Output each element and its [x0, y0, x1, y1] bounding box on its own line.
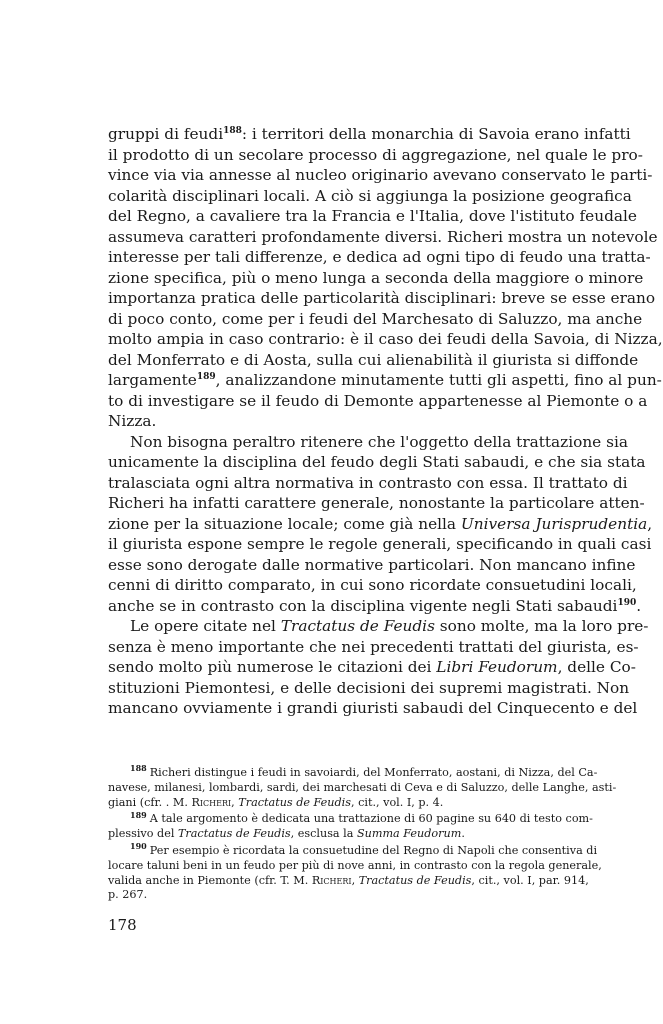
text-line: [108, 616, 649, 637]
text-run: p. 267.: [108, 888, 148, 902]
text-run: mancano ovviamente i grandi giuristi sabaudi del Cinquecento e del: [108, 699, 638, 717]
text-line: [108, 227, 658, 248]
footnote-line: [108, 841, 598, 859]
text-run: molto ampia in caso contrario: è il caso dei feudi della Savoia, di Nizza,: [108, 330, 663, 348]
text-line: [108, 432, 628, 453]
text-run: sendo molto più numerose le citazioni dei: [108, 658, 437, 676]
footnote-line: [108, 873, 589, 889]
text-run: navese, milanesi, lombardi, sardi, dei marchesati di Ceva e di Saluzzo, delle Langhe, asti-: [108, 780, 617, 794]
text-run: , cit., vol. I, p. 4.: [351, 795, 444, 809]
text-line: [108, 575, 637, 596]
footnote-line: [108, 780, 617, 796]
text-run: valida anche in Piemonte (cfr. T. M.: [108, 873, 312, 887]
text-line: [108, 145, 643, 166]
text-line: [108, 678, 630, 699]
text-run: Le opere citate nel: [130, 617, 281, 635]
text-run: il prodotto di un secolare processo di aggregazione, nel quale le pro-: [108, 145, 643, 164]
text-line: [108, 309, 643, 330]
text-run: largamente: [108, 371, 197, 389]
text-run: locare taluni beni in un feudo per più di nove anni, in contrasto con la regola generale,: [108, 858, 602, 872]
footnote-line: [108, 827, 582, 842]
text-run: cenni di diritto comparato, in cui sono ricordate consuetudini locali,: [108, 576, 637, 594]
text-line: [108, 657, 636, 678]
footnote-ref: 189: [196, 371, 216, 382]
footnote-number: 188: [130, 763, 147, 774]
text-run: stituzioni Piemontesi, e delle decisioni dei supremi magistrati. Non: [108, 678, 630, 697]
text-run: plessivo del: [108, 827, 178, 841]
footnote-ref: 190: [617, 597, 637, 608]
text-line: [108, 555, 636, 576]
text-run: assumeva caratteri profondamente diversi. Richeri mostra un notevole: [108, 227, 658, 246]
italic-title: Tractatus de Feudis: [238, 795, 351, 809]
paragraph: [108, 432, 653, 617]
text-run: il giurista espone sempre le regole generali, specificando in quali casi: [108, 535, 652, 553]
text-line: [108, 329, 663, 350]
text-run: Richeri distingue i feudi in savoiardi, del Monferrato, aostani, di Nizza, del Ca-: [149, 766, 598, 779]
text-line: [108, 596, 642, 617]
text-line: [108, 186, 632, 207]
text-run: .: [636, 596, 642, 615]
page-number: 178: [108, 916, 137, 934]
text-line: [108, 206, 637, 227]
text-line: [108, 268, 644, 289]
text-run: anche se in contrasto con la disciplina vigente negli Stati sabaudi: [108, 596, 618, 615]
text-run: unicamente la disciplina del feudo degli Stati sabaudi, e che sia stata: [108, 453, 646, 471]
text-run: , delle Co-: [557, 658, 636, 676]
text-line: [108, 124, 631, 145]
italic-title: Libri Feudorum: [436, 658, 558, 676]
footnote: [108, 809, 593, 842]
footnote-line: [108, 858, 602, 874]
footnote-line: [108, 809, 593, 827]
text-run: del Monferrato e di Aosta, sulla cui alienabilità il giurista si diffonde: [108, 350, 639, 369]
text-line: [108, 391, 648, 412]
text-run: Richeri ha infatti carattere generale, nonostante la particolare atten-: [108, 494, 645, 512]
text-run: di poco conto, come per i feudi del Marchesato di Saluzzo, ma anche: [108, 309, 643, 328]
text-line: [108, 534, 652, 555]
paragraph: [108, 124, 663, 432]
italic-title: Tractatus de Feudis: [177, 827, 291, 841]
italic-title: Summa Feudorum: [356, 827, 462, 841]
text-run: ,: [231, 795, 239, 809]
text-line: [108, 698, 638, 719]
text-line: [108, 473, 628, 494]
text-run: , esclusa la: [290, 827, 357, 841]
footnote-line: [108, 763, 598, 781]
paragraph: [108, 616, 649, 719]
text-line: [108, 165, 653, 186]
text-run: gruppi di feudi: [108, 125, 224, 143]
text-run: sono molte, ma la loro pre-: [434, 617, 649, 635]
text-line: [108, 247, 651, 268]
text-run: zione per la situazione locale; come già nella: [108, 514, 461, 533]
text-run: : i territori della monarchia di Savoia erano infatti: [241, 125, 631, 143]
text-run: colarità disciplinari locali. A ciò si aggiunga la posizione geografica: [108, 186, 632, 205]
text-run: , cit., vol. I, par. 914,: [471, 873, 589, 887]
text-run: del Regno, a cavaliere tra la Francia e l'Italia, dove l'istituto feudale: [108, 207, 637, 225]
text-line: [108, 288, 656, 309]
footnote-line: [108, 888, 582, 903]
body-text: [108, 124, 663, 719]
text-run: tralasciata ogni altra normativa in contrasto con essa. Il trattato di: [108, 473, 628, 492]
italic-title: Tractatus de Feudis: [358, 873, 472, 887]
text-line: [108, 350, 639, 371]
text-run: Nizza.: [108, 412, 157, 430]
footnotes: [108, 763, 617, 905]
text-line: [108, 370, 662, 391]
footnote-line: [108, 796, 582, 811]
footnote-number: 190: [130, 841, 147, 852]
text-run: ,: [647, 514, 653, 533]
text-line: [108, 411, 582, 432]
footnote-number: 189: [130, 809, 147, 820]
text-run: Per esempio è ricordata la consuetudine del Regno di Napoli che consentiva di: [149, 843, 598, 857]
author-name: Richeri: [311, 873, 352, 887]
text-run: importanza pratica delle particolarità disciplinari: breve se esse erano: [108, 289, 656, 307]
text-run: Non bisogna peraltro ritenere che l'oggetto della trattazione sia: [130, 432, 628, 451]
text-run: giani (cfr. . M.: [108, 795, 192, 809]
footnote-ref: 188: [223, 125, 242, 136]
text-line: [108, 514, 653, 535]
text-run: vince via via annesse al nucleo originario avevano conservato le parti-: [108, 166, 653, 184]
italic-title: Universa Jurisprudentia: [460, 514, 648, 533]
text-run: , analizzandone minutamente tutti gli aspetti, fino al pun-: [215, 371, 662, 389]
text-run: .: [461, 827, 465, 841]
text-run: esse sono derogate dalle normative particolari. Non mancano infine: [108, 555, 636, 574]
author-name: Richeri: [191, 795, 232, 809]
italic-title: Tractatus de Feudis: [280, 617, 435, 635]
text-run: ,: [351, 873, 359, 887]
text-line: [108, 493, 645, 514]
footnote: [108, 841, 602, 903]
text-line: [108, 637, 639, 658]
text-run: to di investigare se il feudo di Demonte appartenesse al Piemonte o a: [108, 391, 648, 410]
text-line: [108, 452, 646, 473]
text-run: zione specifica, più o meno lunga a seconda della maggiore o minore: [108, 268, 644, 287]
text-run: senza è meno importante che nei precedenti trattati del giurista, es-: [108, 637, 639, 656]
text-run: interesse per tali differenze, e dedica ad ogni tipo di feudo una tratta-: [108, 248, 651, 266]
text-run: A tale argomento è dedicata una trattazione di 60 pagine su 640 di testo com-: [149, 812, 593, 826]
footnote: [108, 763, 617, 810]
